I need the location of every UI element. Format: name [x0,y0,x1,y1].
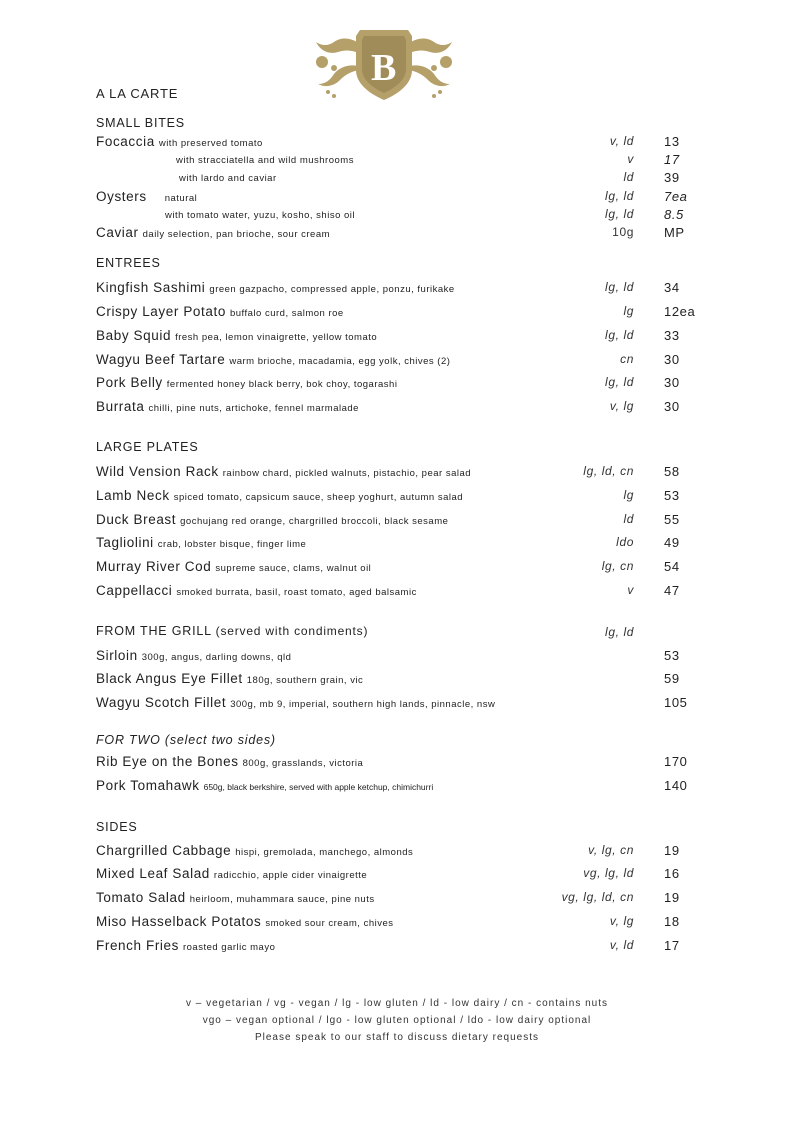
item-desc: fresh pea, lemon vinaigrette, yellow tomato [175,332,378,343]
item-desc: with tomato water, yuzu, kosho, shiso oil [165,210,355,221]
item-desc: warm brioche, macadamia, egg yolk, chives (2) [229,356,451,367]
item-price: 18 [664,914,680,929]
item-price: 19 [664,890,680,905]
item-price: 105 [664,695,688,710]
item-name: Baby Squid [96,328,172,343]
item-price: 53 [664,488,680,503]
section-title-large-plates: LARGE PLATES [96,440,199,454]
item-price: 30 [664,375,680,390]
item-diet: v, ld [609,938,634,952]
item-diet: v, ld [609,134,634,148]
item-diet: lg [623,488,634,502]
menu-item [96,189,716,207]
item-diet: v [627,583,634,597]
item-name: Rib Eye on the Bones [96,754,239,769]
item-name: Wild Vension Rack [96,464,219,479]
item-desc: chilli, pine nuts, artichoke, fennel marmalade [148,403,359,414]
menu-item-variant [96,152,716,170]
item-desc: crab, lobster bisque, finger lime [157,539,307,550]
menu-item [96,399,716,417]
item-price: MP [664,225,685,240]
menu-item [96,754,716,772]
item-diet: vg, lg, ld [583,866,634,880]
menu-item-variant [96,170,716,188]
item-price: 39 [664,170,680,185]
item-price: 53 [664,648,680,663]
item-name: Crispy Layer Potato [96,304,226,319]
dietary-note: Please speak to our staff to discuss dietary requests [254,1032,540,1043]
logo-letter: B [371,47,397,89]
item-name: Oysters [96,189,147,204]
item-price: 170 [664,754,688,769]
item-desc: rainbow chard, pickled walnuts, pistachio, pear salad [222,468,472,479]
item-diet: v, lg, cn [588,843,634,857]
item-price: 47 [664,583,680,598]
menu-item [96,488,716,506]
menu-item [96,843,716,861]
item-price: 54 [664,559,680,574]
menu-item [96,890,716,908]
item-desc: supreme sauce, clams, walnut oil [215,563,372,574]
item-diet: lg, ld [605,189,634,203]
item-price: 30 [664,399,680,414]
item-desc: smoked burrata, basil, roast tomato, aged balsamic [176,587,417,598]
section-title-small-bites: SMALL BITES [96,116,185,130]
item-diet: ld [623,512,634,526]
item-desc: fermented honey black berry, bok choy, togarashi [166,379,398,390]
item-price: 7ea [664,189,688,204]
item-desc: 800g, grasslands, victoria [242,758,364,769]
item-desc: 650g, black berkshire, served with apple ketchup, chimichurri [203,782,434,792]
item-desc: radicchio, apple cider vinaigrette [213,870,368,881]
menu-item [96,464,716,482]
menu-item [96,938,716,956]
item-name: Tomato Salad [96,890,186,905]
dietary-legend-line-1: v – vegetarian / vg - vegan / lg - low gluten / ld - low dairy / cn - contains nuts [185,998,609,1009]
item-name: Pork Tomahawk [96,778,200,793]
item-name: Sirloin [96,648,138,663]
item-name: Burrata [96,399,145,414]
section-title-entrees: ENTREES [96,256,161,270]
menu-item [96,328,716,346]
item-name: Lamb Neck [96,488,170,503]
item-price: 17 [664,152,680,167]
item-price: 16 [664,866,680,881]
item-price: 55 [664,512,680,527]
menu-item [96,375,716,393]
menu-item [96,225,716,243]
item-desc: roasted garlic mayo [182,942,276,953]
section-title-sides: SIDES [96,820,138,834]
item-desc: with stracciatella and wild mushrooms [176,155,354,166]
item-price: 49 [664,535,680,550]
item-diet: cn [620,352,634,366]
item-desc: heirloom, muhammara sauce, pine nuts [189,894,375,905]
item-price: 19 [664,843,680,858]
menu-item [96,866,716,884]
item-name: Kingfish Sashimi [96,280,206,295]
item-desc: with preserved tomato [158,138,263,149]
item-desc: natural [164,193,198,204]
item-desc: buffalo curd, salmon roe [229,308,344,319]
item-price: 12ea [664,304,696,319]
item-diet: v, lg [609,914,634,928]
item-desc: gochujang red orange, chargrilled broccoli, black sesame [180,516,449,527]
dietary-legend-line-2: vgo – vegan optional / lgo - low gluten optional / ldo - low dairy optional [202,1015,592,1026]
item-diet: ldo [616,535,634,549]
item-name: Miso Hasselback Potatos [96,914,262,929]
item-price: 59 [664,671,680,686]
item-diet: lg, cn [601,559,634,573]
item-name: Duck Breast [96,512,177,527]
item-desc: 300g, angus, darling downs, qld [141,652,292,663]
item-name: Mixed Leaf Salad [96,866,210,881]
menu-item [96,535,716,553]
item-desc: 180g, southern grain, vic [246,675,364,686]
section-title-for-two: FOR TWO (select two sides) [96,733,276,747]
menu-item [96,280,716,298]
item-desc: green gazpacho, compressed apple, ponzu, furikake [209,284,455,295]
item-diet: 10g [612,225,634,239]
item-price: 140 [664,778,688,793]
menu-item [96,778,716,796]
menu-item [96,559,716,577]
grill-diet: lg, ld [605,625,634,639]
item-diet: lg, ld [605,280,634,294]
item-price: 58 [664,464,680,479]
item-name: Cappellacci [96,583,173,598]
menu-item [96,134,716,152]
menu-item [96,671,716,689]
item-desc: hispi, gremolada, manchego, almonds [235,847,414,858]
item-name: Murray River Cod [96,559,212,574]
item-diet: v [627,152,634,166]
item-desc: 300g, mb 9, imperial, southern high lands, pinnacle, nsw [230,699,496,710]
menu-item [96,695,716,713]
item-desc: with lardo and caviar [179,173,277,184]
menu-item-variant [96,207,716,225]
menu-item [96,914,716,932]
section-title-grill [96,624,368,638]
menu-item [96,304,716,322]
item-diet: ld [623,170,634,184]
item-desc: spiced tomato, capsicum sauce, sheep yoghurt, autumn salad [173,492,464,503]
item-name: Pork Belly [96,375,163,390]
item-price: 33 [664,328,680,343]
item-diet: lg, ld [605,328,634,342]
item-desc: daily selection, pan brioche, sour cream [142,229,331,240]
item-name: French Fries [96,938,179,953]
item-price: 8.5 [664,207,684,222]
brand-logo-crest [304,22,464,104]
menu-item [96,352,716,370]
item-name: Caviar [96,225,139,240]
menu-item [96,648,716,666]
item-name: Black Angus Eye Fillet [96,671,243,686]
menu-item [96,512,716,530]
item-diet: lg, ld [605,207,634,221]
grill-note: (served with condiments) [215,624,369,638]
item-desc: smoked sour cream, chives [265,918,394,929]
item-diet: lg, ld [605,375,634,389]
item-diet: vg, lg, ld, cn [561,890,634,904]
item-name: Tagliolini [96,535,154,550]
item-price: 34 [664,280,680,295]
item-name: Chargrilled Cabbage [96,843,232,858]
item-price: 17 [664,938,680,953]
grill-title: FROM THE GRILL [96,624,212,638]
item-name: Wagyu Beef Tartare [96,352,226,367]
item-diet: v, lg [609,399,634,413]
item-name: Focaccia [96,134,155,149]
item-diet: lg, ld, cn [583,464,634,478]
page-title: A LA CARTE [96,86,179,101]
item-diet: lg [623,304,634,318]
item-name: Wagyu Scotch Fillet [96,695,227,710]
item-price: 30 [664,352,680,367]
menu-item [96,583,716,601]
item-price: 13 [664,134,680,149]
